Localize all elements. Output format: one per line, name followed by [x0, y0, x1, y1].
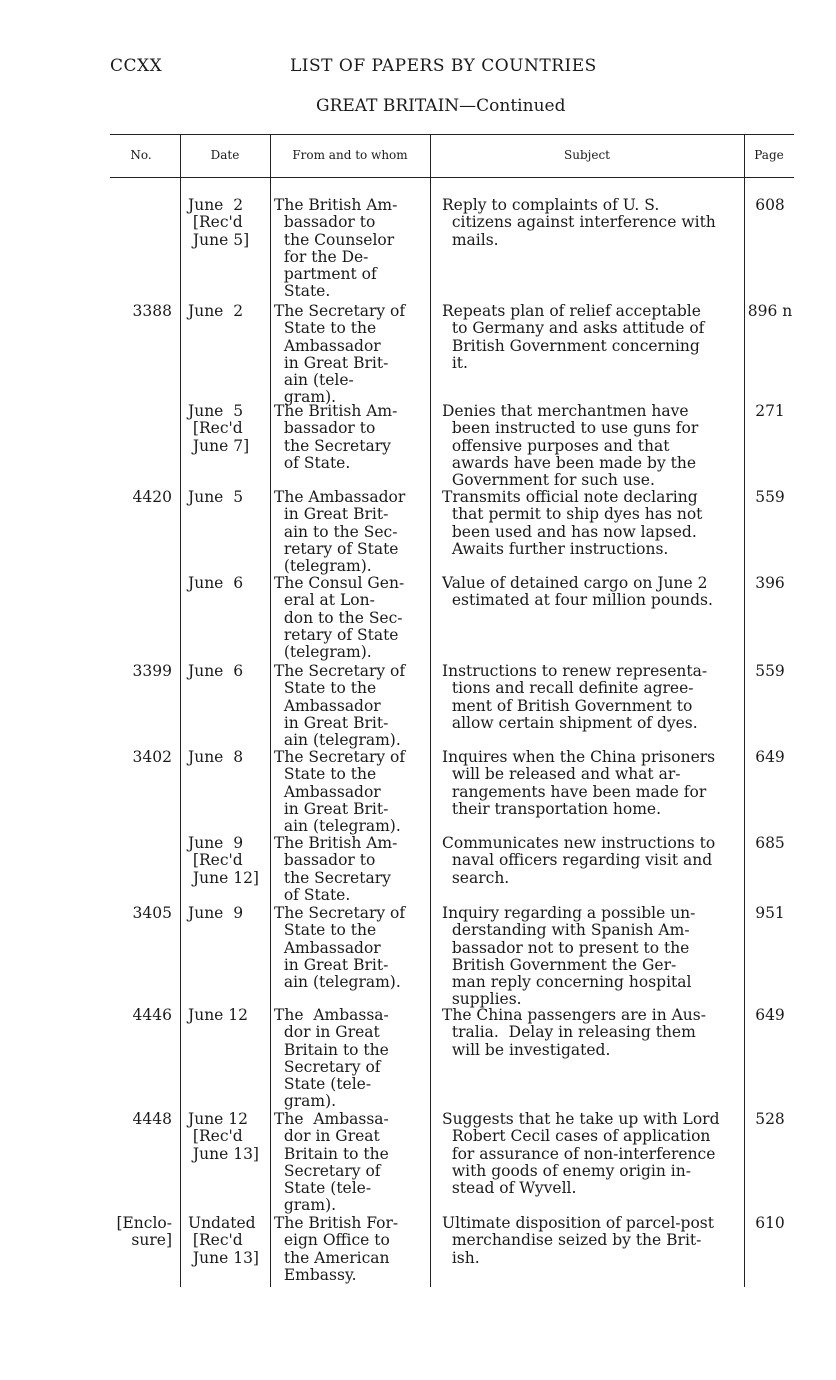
- row-date: June 5: [188, 488, 244, 506]
- row-page: 610: [755, 1214, 785, 1232]
- row-number: [Enclo- sure]: [116, 1214, 172, 1250]
- column-header-no: No.: [130, 148, 152, 162]
- row-from-to: The Secretary of State to the Ambassador in Great Brit- ain (telegram).: [274, 662, 406, 750]
- column-header-subject: Subject: [564, 148, 610, 162]
- row-from-to: The Ambassa- dor in Great Britain to the Secretary of State (tele- gram).: [274, 1006, 389, 1111]
- row-date: June 2 [Rec'd June 5]: [188, 196, 250, 249]
- row-from-to: The British Am- bassador to the Counselor for the De- partment of State.: [274, 196, 398, 301]
- row-date: June 12: [188, 1006, 249, 1024]
- row-page: 951: [755, 904, 785, 922]
- column-divider: [430, 135, 431, 1287]
- row-number: 4448: [132, 1110, 172, 1128]
- row-number: 3405: [132, 904, 172, 922]
- row-page: 559: [755, 662, 785, 680]
- row-from-to: The Secretary of State to the Ambassador in Great Brit- ain (telegram).: [274, 748, 406, 836]
- row-number: 4420: [132, 488, 172, 506]
- row-subject: Communicates new instructions to naval officers regarding visit and search.: [442, 834, 716, 887]
- row-subject: Suggests that he take up with Lord Robert Cecil cases of application for assurance of non-interference with goods of enemy origin in- stead of Wyvell.: [442, 1110, 720, 1198]
- row-subject: The China passengers are in Aus- tralia. Delay in releasing them will be investigated.: [442, 1006, 706, 1059]
- row-subject: Transmits official note declaring that permit to ship dyes has not been used and has now lapsed. Awaits further instructions.: [442, 488, 703, 558]
- column-divider: [180, 135, 181, 1287]
- row-number: 4446: [132, 1006, 172, 1024]
- row-from-to: The Consul Gen- eral at Lon- don to the Sec- retary of State (telegram).: [274, 574, 405, 662]
- table-header: [110, 135, 794, 178]
- row-date: June 9 [Rec'd June 12]: [188, 834, 259, 887]
- row-date: June 2: [188, 302, 244, 320]
- page-number: CCXX: [110, 56, 163, 76]
- running-header: [0, 56, 836, 80]
- row-subject: Repeats plan of relief acceptable to Germany and asks attitude of British Government concerning it.: [442, 302, 705, 372]
- row-from-to: The British Am- bassador to the Secretary of State.: [274, 402, 398, 472]
- row-page: 528: [755, 1110, 785, 1128]
- row-page: 649: [755, 748, 785, 766]
- row-page: 396: [755, 574, 785, 592]
- column-header-from-to: From and to whom: [292, 148, 408, 162]
- row-page: 559: [755, 488, 785, 506]
- row-subject: Inquiry regarding a possible un- derstanding with Spanish Am- bassador not to present to the British Government the Ger- man reply concerning hospital supplies.: [442, 904, 696, 1009]
- row-page: 685: [755, 834, 785, 852]
- row-from-to: The Secretary of State to the Ambassador in Great Brit- ain (telegram).: [274, 904, 406, 992]
- row-date: June 12 [Rec'd June 13]: [188, 1110, 259, 1163]
- row-subject: Inquires when the China prisoners will be released and what ar- rangements have been made for their transportation home.: [442, 748, 716, 818]
- row-date: June 6: [188, 662, 244, 680]
- row-subject: Instructions to renew representa- tions and recall definite agree- ment of British Government to allow certain shipment of dyes.: [442, 662, 708, 732]
- row-from-to: The Secretary of State to the Ambassador in Great Brit- ain (tele- gram).: [274, 302, 406, 407]
- row-date: June 5 [Rec'd June 7]: [188, 402, 250, 455]
- row-date: June 8: [188, 748, 244, 766]
- row-from-to: The British Am- bassador to the Secretary of State.: [274, 834, 398, 904]
- papers-table: [110, 134, 794, 1287]
- row-from-to: The Ambassa- dor in Great Britain to the Secretary of State (tele- gram).: [274, 1110, 389, 1215]
- row-page: 649: [755, 1006, 785, 1024]
- column-divider: [744, 135, 745, 1287]
- row-from-to: The British For- eign Office to the American Embassy.: [274, 1214, 399, 1284]
- running-title: LIST OF PAPERS BY COUNTRIES: [290, 56, 597, 76]
- row-date: June 9: [188, 904, 244, 922]
- column-header-page: Page: [754, 148, 784, 162]
- row-number: 3399: [132, 662, 172, 680]
- row-date: June 6: [188, 574, 244, 592]
- row-number: 3402: [132, 748, 172, 766]
- row-page: 608: [755, 196, 785, 214]
- column-header-date: Date: [210, 148, 240, 162]
- row-number: 3388: [132, 302, 172, 320]
- row-date: Undated [Rec'd June 13]: [188, 1214, 259, 1267]
- row-page: 271: [755, 402, 785, 420]
- row-subject: Denies that merchantmen have been instructed to use guns for offensive purposes and that awards have been made by the Government for such use.: [442, 402, 699, 490]
- row-subject: Reply to complaints of U. S. citizens against interference with mails.: [442, 196, 716, 249]
- row-subject: Ultimate disposition of parcel-post merchandise seized by the Brit- ish.: [442, 1214, 714, 1267]
- row-page: 896 n: [747, 302, 793, 320]
- section-title: GREAT BRITAIN—Continued: [316, 96, 566, 116]
- row-from-to: The Ambassador in Great Brit- ain to the Sec- retary of State (telegram).: [274, 488, 406, 576]
- row-subject: Value of detained cargo on June 2 estimated at four million pounds.: [442, 574, 713, 610]
